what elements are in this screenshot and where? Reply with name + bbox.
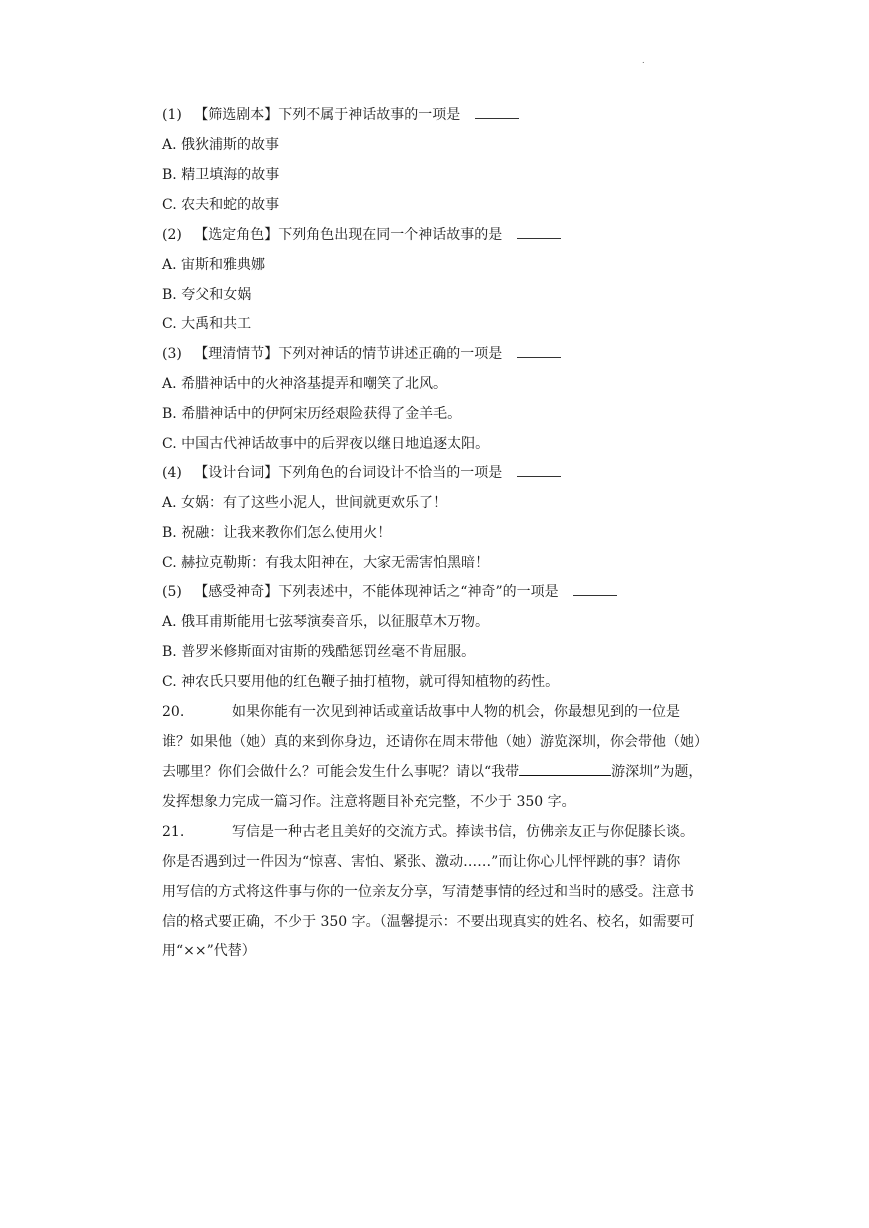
option-b: B. 祝融：让我来教你们怎么使用火！ (162, 525, 392, 541)
question-20-line-3 (162, 763, 702, 781)
answer-blank (517, 345, 561, 358)
option-a: A. 俄耳甫斯能用七弦琴演奏音乐，以征服草木万物。 (162, 614, 490, 630)
question-20-line-4: 发挥想象力完成一篇习作。注意将题目补充完整，不少于 350 字。 (162, 794, 576, 810)
option-b: B. 希腊神话中的伊阿宋历经艰险获得了金羊毛。 (162, 406, 462, 422)
question-number: 20. (162, 704, 185, 720)
header-mark: . (642, 56, 645, 65)
title-blank (519, 763, 611, 776)
option-c: C. 中国古代神话故事中的后羿夜以继日地追逐太阳。 (162, 436, 490, 452)
answer-blank (517, 464, 561, 477)
question-number: 21. (162, 824, 185, 840)
question-2-title (162, 226, 561, 244)
question-number: (2) (162, 227, 182, 243)
question-5-title (162, 583, 617, 601)
question-20-text: 如果你能有一次见到神话或童话故事中人物的机会，你最想见到的一位是 (232, 704, 680, 720)
option-b: B. 夸父和女娲 (162, 287, 252, 303)
answer-blank (573, 583, 617, 596)
option-a: A. 俄狄浦斯的故事 (162, 137, 280, 153)
question-number: (4) (162, 465, 182, 481)
question-number: (3) (162, 346, 182, 362)
question-20-line-2: 谁？如果他（她）真的来到你身边，还请你在周末带他（她）游览深圳，你会带他（她） (162, 734, 708, 750)
option-c: C. 神农氏只要用他的红色鞭子抽打植物，就可得知植物的药性。 (162, 674, 560, 690)
option-b: B. 精卫填海的故事 (162, 167, 280, 183)
option-a: A. 女娲：有了这些小泥人，世间就更欢乐了！ (162, 495, 448, 511)
option-b: B. 普罗米修斯面对宙斯的残酷惩罚丝毫不肯屈服。 (162, 644, 476, 660)
question-1-title (162, 106, 519, 124)
question-20-line-1 (162, 703, 680, 721)
option-c: C. 大禹和共工 (162, 316, 252, 332)
option-c: C. 农夫和蛇的故事 (162, 197, 280, 213)
question-21-line-5: 用“××”代替） (162, 943, 256, 959)
question-text: 【理清情节】下列对神话的情节讲述正确的一项是 (194, 346, 503, 362)
question-text: 【选定角色】下列角色出现在同一个神话故事的是 (194, 227, 503, 243)
question-21-line-1 (162, 823, 694, 841)
question-3-title (162, 345, 561, 363)
question-text: 【筛选剧本】下列不属于神话故事的一项是 (194, 107, 461, 123)
option-a: A. 宙斯和雅典娜 (162, 257, 266, 273)
question-text: 【感受神奇】下列表述中，不能体现神话之“神奇”的一项是 (194, 584, 559, 600)
question-20-text: 游深圳”为题， (611, 764, 703, 780)
question-text: 【设计台词】下列角色的台词设计不恰当的一项是 (194, 465, 503, 481)
answer-blank (475, 106, 519, 119)
question-number: (1) (162, 107, 182, 123)
question-21-line-4: 信的格式要正确，不少于 350 字。（温馨提示：不要出现真实的姓名、校名，如需要可 (162, 914, 695, 930)
question-21-text: 写信是一种古老且美好的交流方式。捧读书信，仿佛亲友正与你促膝长谈。 (232, 824, 694, 840)
option-a: A. 希腊神话中的火神洛基提弄和嘲笑了北风。 (162, 376, 448, 392)
question-4-title (162, 464, 561, 482)
question-21-line-3: 用写信的方式将这件事与你的一位亲友分享，写清楚事情的经过和当时的感受。注意书 (162, 884, 694, 900)
question-number: (5) (162, 584, 182, 600)
question-21-line-2: 你是否遇到过一件因为“惊喜、害怕、紧张、激动……”而让你心儿怦怦跳的事？请你 (162, 854, 681, 870)
answer-blank (517, 226, 561, 239)
question-20-text: 去哪里？你们会做什么？可能会发生什么事呢？请以“我带 (162, 764, 520, 780)
option-c: C. 赫拉克勒斯：有我太阳神在，大家无需害怕黑暗！ (162, 555, 490, 571)
